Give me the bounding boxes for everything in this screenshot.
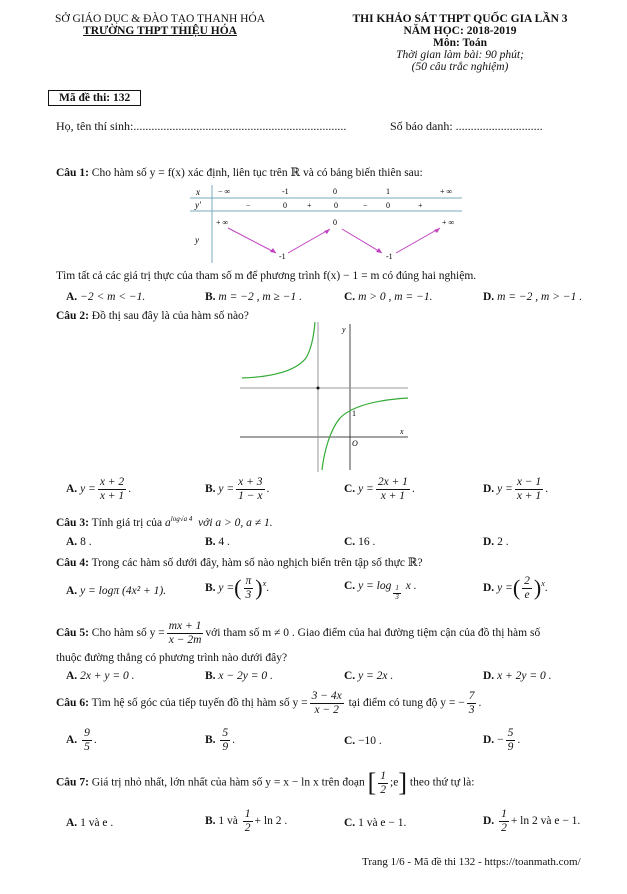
q2-text: Đồ thị sau đây là của hàm số nào? — [91, 310, 249, 322]
table-y-label: y — [195, 235, 199, 245]
q5-num: mx + 1 — [168, 620, 202, 632]
q4-label: Câu 4: — [56, 557, 89, 569]
q5-text-before: Cho hàm số y = — [91, 626, 165, 639]
q7-option-d[interactable]: D. $\frac{1}{2}$ + ln 2 và e − 1. — [483, 808, 581, 834]
q6-option-a[interactable]: A. $\frac{9}{5}$ . — [66, 727, 97, 753]
y-val: -1 — [279, 252, 286, 261]
sign: − — [363, 201, 368, 210]
student-name-line: Họ, tên thí sinh:....................................................................... — [56, 119, 347, 133]
subject: Môn: Toán — [432, 37, 487, 49]
q2-c-lhs: y = — [358, 482, 374, 495]
q2-graph — [240, 322, 410, 472]
q1-option-a-text: −2 < m < −1. — [80, 291, 146, 303]
q6-a-den: 5 — [84, 740, 90, 753]
sign: + — [307, 201, 312, 210]
q6-text-before: Tìm hệ số góc của tiếp tuyến đồ thị hàm số y = — [91, 696, 308, 709]
q1-option-a[interactable]: A. −2 < m < −1. — [66, 291, 146, 303]
variation-arrows — [228, 228, 440, 253]
sign: 0 — [334, 201, 338, 210]
q5-stem — [56, 620, 540, 646]
q7-option-b[interactable]: B. 1 và $\frac{1}{2}$ + ln 2 . — [205, 808, 288, 834]
sign: 0 — [386, 201, 390, 210]
q4-option-a-text: y = logπ (4x² + 1). — [80, 585, 167, 597]
q2-option-a[interactable]: A. y = $\frac{x + 2}{x + 1}$ . — [66, 476, 132, 502]
sign: + — [418, 201, 423, 210]
q4-b-den: 3 — [245, 588, 252, 601]
q4-text: Trong các hàm số dưới đây, hàm số nào nghịch biến trên tập số thực ℝ? — [91, 557, 423, 569]
q7-d-post: + ln 2 và e − 1. — [510, 814, 581, 827]
q5-text-after: với tham số m ≠ 0 . Giao điểm của hai đường tiệm cận của đồ thị hàm số — [205, 626, 541, 639]
q5-option-d-text: x + 2y = 0 . — [497, 670, 552, 682]
x-val: − ∞ — [218, 187, 231, 196]
y-val: + ∞ — [216, 218, 229, 227]
q1-option-d-text: m = −2 , m > −1 . — [497, 291, 583, 303]
q7-b-post: + ln 2 . — [254, 814, 288, 827]
q4-c-arg: x . — [405, 580, 417, 592]
q4-c-base-num: 1 — [395, 584, 399, 593]
q4-d-den: e — [524, 588, 530, 601]
q6-b-num: 5 — [222, 727, 229, 739]
q5-stem-line2: thuộc đường thẳng có phương trình nào dưới đây? — [56, 652, 288, 664]
q5-den: x − 2m — [168, 633, 202, 646]
asymptote-intersection — [317, 387, 320, 390]
school-name: TRƯỜNG THPT THIỆU HÓA — [83, 25, 237, 37]
y-val: 0 — [333, 218, 337, 227]
q6-a-num: 9 — [84, 727, 90, 739]
q4-d-lhs: y = — [497, 581, 513, 594]
x-val: + ∞ — [440, 187, 453, 196]
q3-base: a — [165, 516, 171, 529]
q3-option-d-text: 2 . — [497, 536, 509, 548]
q3-text-after: với a > 0, a ≠ 1. — [198, 516, 273, 529]
q7-stem: Câu 7: Giá trị nhỏ nhất, lớn nhất của hàm số y = x − ln x trên đoạn [ $\frac{1}{2}$ ;e] theo thứ tự là: — [56, 768, 475, 797]
header-right — [320, 13, 600, 73]
graph-y-label: y — [342, 325, 346, 334]
q3-option-d[interactable]: D. 2 . — [483, 536, 509, 548]
q4-b-exp: x — [262, 578, 267, 588]
q7-text-before: Giá trị nhỏ nhất, lớn nhất của hàm số y = x − ln x trên đoạn — [91, 776, 365, 789]
q2-d-den: x + 1 — [516, 489, 542, 502]
q2-a-den: x + 1 — [99, 489, 125, 502]
q7-option-c-text: 1 và e − 1. — [358, 817, 407, 829]
y-val: + ∞ — [442, 218, 455, 227]
table-yprime-label: y' — [195, 200, 201, 210]
exam-code-box: Mã đề thi: 132 — [48, 90, 141, 106]
q2-d-num: x − 1 — [516, 476, 542, 488]
q2-c-num: 2x + 1 — [377, 476, 408, 488]
q5-option-c[interactable]: C. y = 2x . — [344, 670, 394, 682]
q6-option-b[interactable]: B. $\frac{5}{9}$ . — [205, 727, 236, 753]
q3-option-c-text: 16 . — [358, 536, 376, 548]
q4-d-exp: x — [541, 578, 545, 588]
q7-label: Câu 7: — [56, 776, 89, 789]
x-val: 1 — [386, 187, 390, 196]
y-val: -1 — [386, 252, 393, 261]
q3-option-b[interactable]: B. 4 . — [205, 536, 230, 548]
q2-stem — [56, 310, 249, 322]
q2-option-d[interactable]: D. y = $\frac{x - 1}{x + 1}$ . — [483, 476, 549, 502]
q4-option-c[interactable]: C. y = log $\frac{1}{3}$ x . — [344, 580, 417, 601]
q1-option-b[interactable]: B. m = −2 , m ≥ −1 . — [205, 291, 302, 303]
school-year: NĂM HỌC: 2018-2019 — [403, 25, 517, 37]
q6-d-num: 5 — [507, 727, 514, 739]
q4-c-lhs: y = log — [358, 580, 392, 592]
q1-option-d[interactable]: D. m = −2 , m > −1 . — [483, 291, 583, 303]
q6-option-c-text: −10 . — [358, 735, 382, 747]
x-val: 0 — [333, 187, 337, 196]
q4-option-b[interactable]: B. y =( $\frac{\pi}{3}$ )$^x$. — [205, 575, 270, 601]
q7-b-den: 2 — [244, 821, 251, 834]
curve-right-branch — [322, 398, 408, 470]
q1-text: Cho hàm số y = f(x) xác định, liên tục trên ℝ và có bảng biến thiên sau: — [91, 167, 423, 179]
q7-d-num: 1 — [501, 808, 507, 820]
q1-variation-table — [190, 185, 462, 263]
page-footer: Trang 1/6 - Mã đề thi 132 - https://toanmath.com/ — [362, 856, 581, 868]
dept-name: SỞ GIÁO DỤC & ĐÀO TẠO THANH HÓA — [54, 13, 266, 25]
q6-t-num: 7 — [468, 690, 475, 702]
duration: Thời gian làm bài: 90 phút; — [396, 49, 524, 61]
q5-option-b-text: x − 2y = 0 . — [218, 670, 273, 682]
q3-option-c[interactable]: C. 16 . — [344, 536, 376, 548]
q3-option-a-text: 8 . — [80, 536, 92, 548]
q2-d-lhs: y = — [497, 482, 513, 495]
q3-stem — [56, 515, 273, 529]
graph-origin: O — [352, 439, 358, 448]
exam-title: THI KHẢO SÁT THPT QUỐC GIA LẦN 3 — [352, 13, 568, 25]
q5-option-a-text: 2x + y = 0 . — [80, 670, 135, 682]
q7-option-c[interactable]: C. 1 và e − 1. — [344, 817, 407, 829]
q3-option-a[interactable]: A. 8 . — [66, 536, 92, 548]
q1-question: Tìm tất cả các giá trị thực của tham số m để phương trình f(x) − 1 = m có đúng hai nghiệm. — [56, 270, 477, 282]
q6-label: Câu 6: — [56, 696, 89, 709]
q6-option-c[interactable]: C. −10 . — [344, 735, 382, 747]
q6-text-after: tại điểm có tung độ y = − — [348, 696, 465, 709]
graph-one-label: 1 — [352, 409, 356, 418]
q2-a-num: x + 2 — [99, 476, 125, 488]
q2-label: Câu 2: — [56, 310, 89, 322]
q3-option-b-text: 4 . — [218, 536, 230, 548]
q6-b-den: 9 — [222, 740, 229, 753]
graph-x-label: x — [400, 427, 404, 436]
q6-stem: Câu 6: Tìm hệ số góc của tiếp tuyến đồ thị hàm số y = $\frac{3 - 4x}{x - 2}$ tại điểm có tung độ y = − $\frac{7}{3}$ . — [56, 690, 482, 716]
sign: − — [246, 201, 251, 210]
q4-stem — [56, 555, 423, 569]
q5-option-c-text: y = 2x . — [358, 670, 394, 682]
q7-int-right: ;e — [390, 776, 399, 789]
q6-den: x − 2 — [314, 703, 339, 716]
q4-b-num: π — [245, 575, 252, 587]
q5-option-b[interactable]: B. x − 2y = 0 . — [205, 670, 273, 682]
q7-text-after: theo thứ tự là: — [409, 776, 475, 789]
q7-b-pre: 1 và — [218, 814, 238, 827]
q7-b-num: 1 — [244, 808, 251, 820]
q4-option-d[interactable]: D. y =( $\frac{2}{e}$ )$^x$. — [483, 575, 548, 601]
q7-int-den: 2 — [380, 783, 387, 796]
q4-option-a[interactable]: A. y = logπ (4x² + 1). — [66, 585, 167, 597]
q6-option-d[interactable]: D. − $\frac{5}{9}$ . — [483, 727, 521, 753]
q7-option-a-text: 1 và e . — [80, 817, 114, 829]
student-id-line: Số báo danh: ............................. — [390, 119, 543, 133]
sign: 0 — [283, 201, 287, 210]
header-left — [40, 13, 280, 37]
q4-d-num: 2 — [524, 575, 530, 587]
q6-t-den: 3 — [468, 703, 475, 716]
q7-int-num: 1 — [380, 769, 387, 782]
q3-label: Câu 3: — [56, 516, 89, 529]
q2-option-c[interactable]: C. y = $\frac{2x + 1}{x + 1}$ . — [344, 476, 415, 502]
q1-label: Câu 1: — [56, 167, 89, 179]
q1-option-b-text: m = −2 , m ≥ −1 . — [218, 291, 302, 303]
q1-stem — [56, 165, 423, 179]
x-val: -1 — [282, 187, 289, 196]
q1-option-c-text: m > 0 , m = −1. — [358, 291, 433, 303]
q5-option-d[interactable]: D. x + 2y = 0 . — [483, 670, 552, 682]
q7-d-den: 2 — [501, 821, 507, 834]
q5-option-a[interactable]: A. 2x + y = 0 . — [66, 670, 135, 682]
q2-b-num: x + 3 — [238, 476, 263, 488]
question-count: (50 câu trắc nghiệm) — [411, 61, 509, 73]
table-x-label: x — [196, 187, 200, 197]
q2-b-lhs: y = — [218, 482, 235, 495]
q1-option-c[interactable]: C. m > 0 , m = −1. — [344, 291, 433, 303]
q2-c-den: x + 1 — [380, 489, 406, 502]
q6-d-den: 9 — [507, 740, 514, 753]
q3-exponent: log√a 4 — [170, 515, 193, 523]
q2-b-den: 1 − x — [238, 489, 263, 502]
q3-text-before: Tính giá trị của — [91, 516, 163, 529]
q4-c-base-den: 3 — [395, 593, 399, 601]
q4-b-lhs: y = — [218, 581, 235, 594]
q2-option-b[interactable]: B. y = $\frac{x + 3}{1 - x}$ . — [205, 476, 270, 502]
q7-option-a[interactable]: A. 1 và e . — [66, 817, 114, 829]
q5-label: Câu 5: — [56, 626, 89, 639]
curve-left-branch — [242, 322, 315, 378]
q6-num: 3 − 4x — [311, 690, 342, 702]
q2-a-lhs: y = — [80, 482, 96, 495]
